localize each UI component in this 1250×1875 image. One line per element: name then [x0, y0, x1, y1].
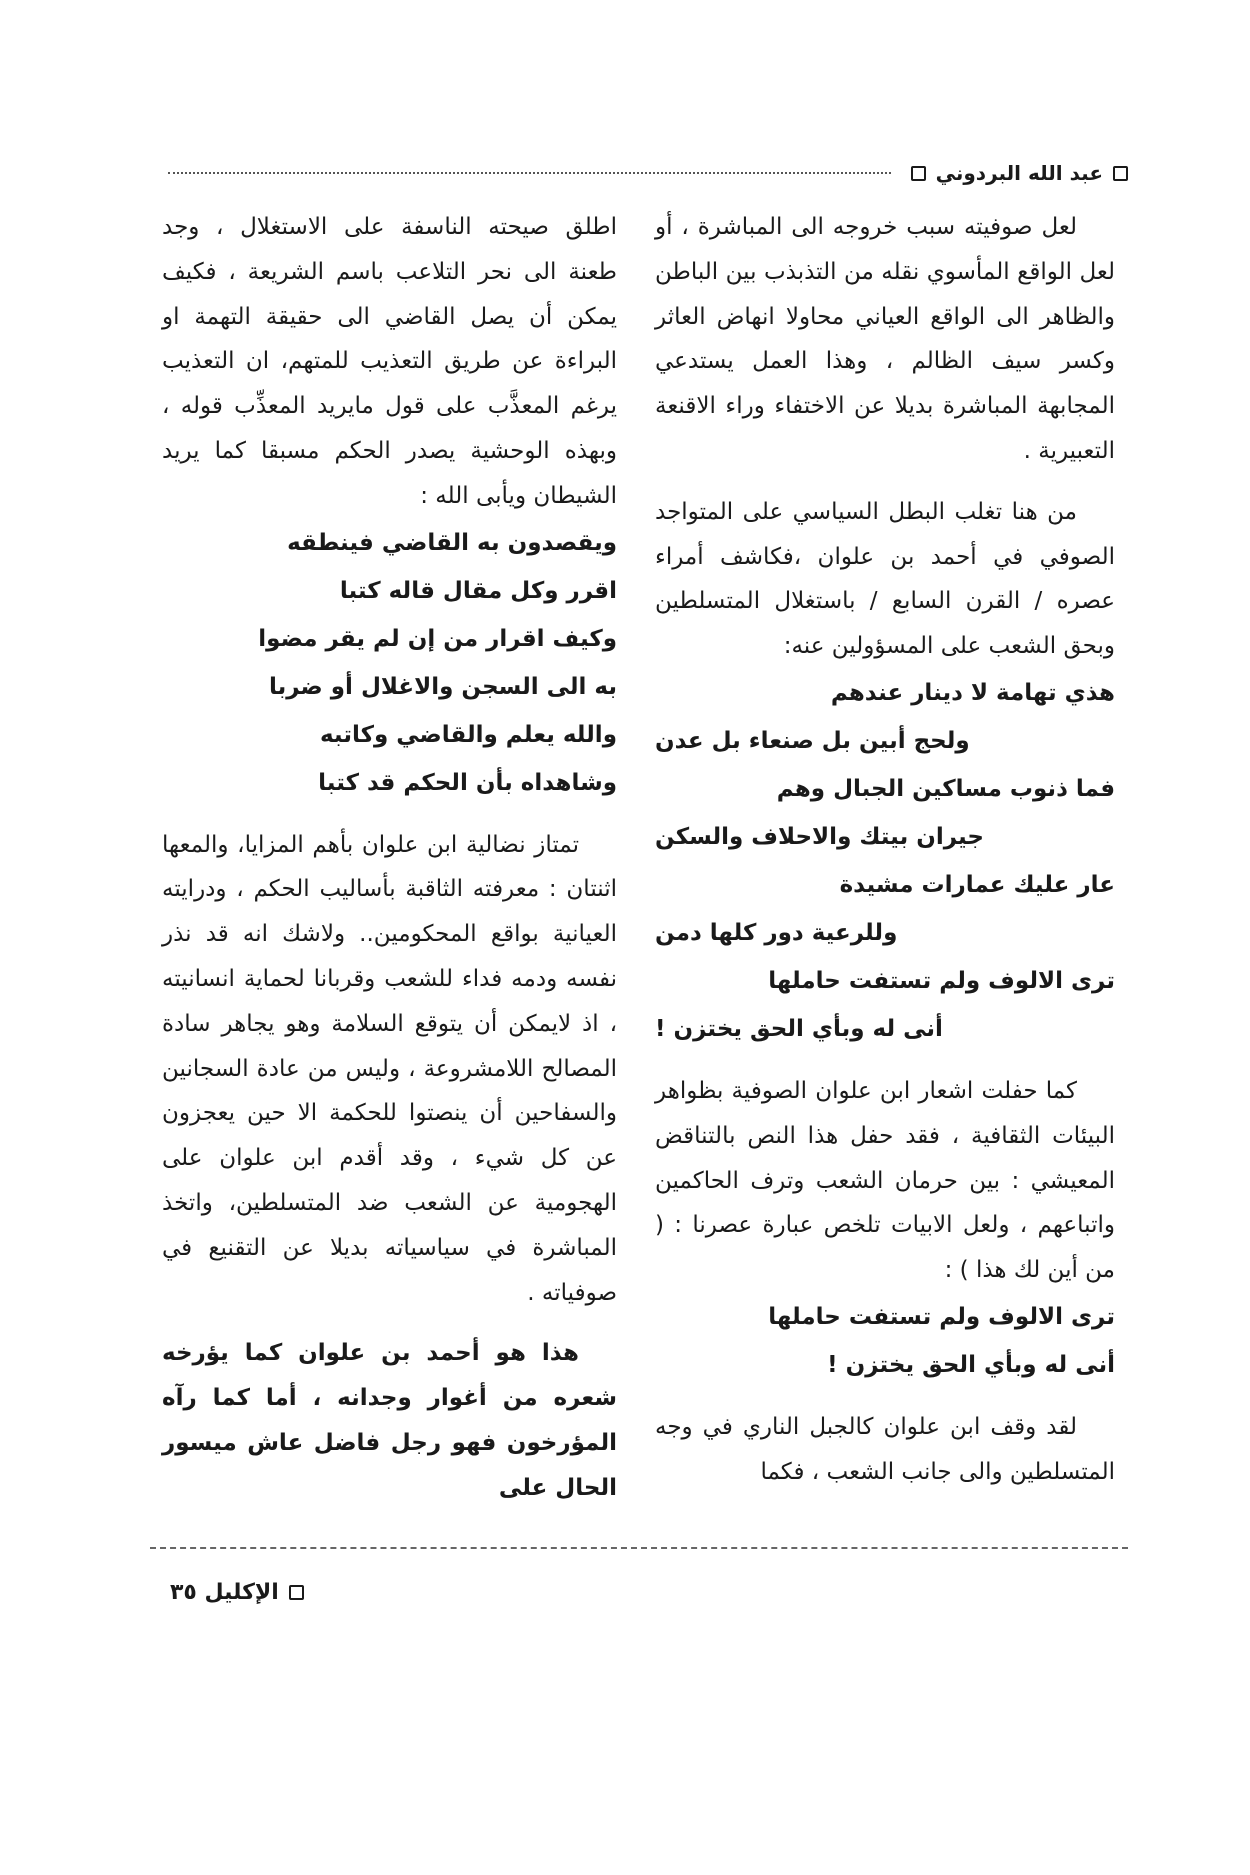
verse-line: وشاهداه بأن الحكم قد كتبا	[318, 769, 617, 796]
header-author: عبد الله البردوني	[935, 161, 1103, 185]
running-header	[168, 158, 1128, 188]
verse-line: ترى الالوف ولم تستفت حاملها	[768, 967, 1115, 994]
paragraph: تمتاز نضالية ابن علوان بأهم المزايا، والمعها اثنتان : معرفته الثاقبة بأساليب الحكم ، ودرايته العيانية بواقع المحكومين.. ولاشك انه قد نذر نفسه ودمه فداء للشعب وقربانا لحماية انسانيته ، اذ لايمكن أن يتوقع السلامة وهو يجاهر سادة المصالح اللامشروعة ، وليس من عادة السجانين والسفاحين أن ينصتوا للحكمة الا حين يعجزون عن كل شيء ، وقد أقدم ابن علوان على الهجومية عن الشعب ضد المتسلطين، واتخذ المباشرة في سياسياته بديلا عن التقنيع في صوفياته .	[162, 831, 617, 1306]
verse-line: فما ذنوب مساكين الجبال وهم	[776, 775, 1115, 802]
square-bullet-icon	[911, 166, 926, 181]
verse-line: اقرر وكل مقال قاله كتبا	[339, 577, 617, 604]
verse-line: وللرعية دور كلها دمن	[655, 919, 898, 946]
verse-line: وكيف اقرار من إن لم يقر مضوا	[258, 625, 617, 652]
paragraph: لعل صوفيته سبب خروجه الى المباشرة ، أو لعل الواقع المأسوي نقله من التذبذب بين الباطن والظاهر الى الواقع العياني محاولا انهاض العاثر وكسر سيف الظالم ، وهذا العمل يستدعي المجابهة المباشرة بديلا عن الاختفاء وراء الاقنعة التعبيرية .	[655, 214, 1115, 464]
right-column	[655, 205, 1115, 1495]
verse-line: ويقصدون به القاضي فينطقه	[287, 529, 617, 556]
square-bullet-icon	[1113, 166, 1128, 181]
footer-dashed-rule	[150, 1547, 1128, 1549]
paragraph: لقد وقف ابن علوان كالجبل الناري في وجه المتسلطين والى جانب الشعب ، فكما	[655, 1413, 1115, 1485]
page-footer	[170, 1580, 304, 1605]
verse-line: ترى الالوف ولم تستفت حاملها	[768, 1303, 1115, 1330]
verse-line: أنى له وبأي الحق يختزن !	[655, 1015, 943, 1042]
square-bullet-icon	[289, 1585, 304, 1600]
poem-block	[655, 1293, 1115, 1389]
paragraph: كما حفلت اشعار ابن علوان الصوفية بظواهر البيئات الثقافية ، فقد حفل هذا النص بالتناقض المعيشي : بين حرمان الشعب وترف الحاكمين واتباعهم ، ولعل الابيات تلخص عبارة عصرنا : ( من أين لك هذا ) :	[655, 1077, 1115, 1284]
poem-block	[162, 519, 617, 807]
verse-line: به الى السجن والاغلال أو ضربا	[268, 673, 617, 700]
page-number-label: الإكليل ٣٥	[170, 1580, 279, 1605]
paragraph: من هنا تغلب البطل السياسي على المتواجد الصوفي في أحمد بن علوان ،فكاشف أمراء عصره / القرن السابع / باستغلال المتسلطين وبحق الشعب على المسؤولين عنه:	[655, 498, 1115, 660]
verse-line: عار عليك عمارات مشيدة	[839, 871, 1115, 898]
header-dotted-rule	[168, 172, 891, 174]
verse-line: أنى له وبأي الحق يختزن !	[827, 1351, 1115, 1378]
verse-line: هذي تهامة لا دينار عندهم	[830, 679, 1115, 706]
paragraph: هذا هو أحمد بن علوان كما يؤرخه شعره من أغوار وجدانه ، أما كما رآه المؤرخون فهو رجل فاضل عاش ميسور الحال على	[162, 1340, 617, 1501]
verse-line: والله يعلم والقاضي وكاتبه	[319, 721, 617, 748]
poem-block	[655, 669, 1115, 1053]
verse-line: جيران بيتك والاحلاف والسكن	[655, 823, 984, 850]
verse-line: ولحج أبين بل صنعاء بل عدن	[655, 727, 970, 754]
left-column	[162, 205, 617, 1511]
paragraph: اطلق صيحته الناسفة على الاستغلال ، وجد طعنة الى نحر التلاعب باسم الشريعة ، فكيف يمكن أن يصل القاضي الى حقيقة التهمة او البراءة عن طريق التعذيب للمتهم، ان التعذيب يرغم المعذَّب على قول مايريد المعذِّب قوله ، وبهذه الوحشية يصدر الحكم مسبقا كما يريد الشيطان ويأبى الله :	[162, 214, 617, 509]
